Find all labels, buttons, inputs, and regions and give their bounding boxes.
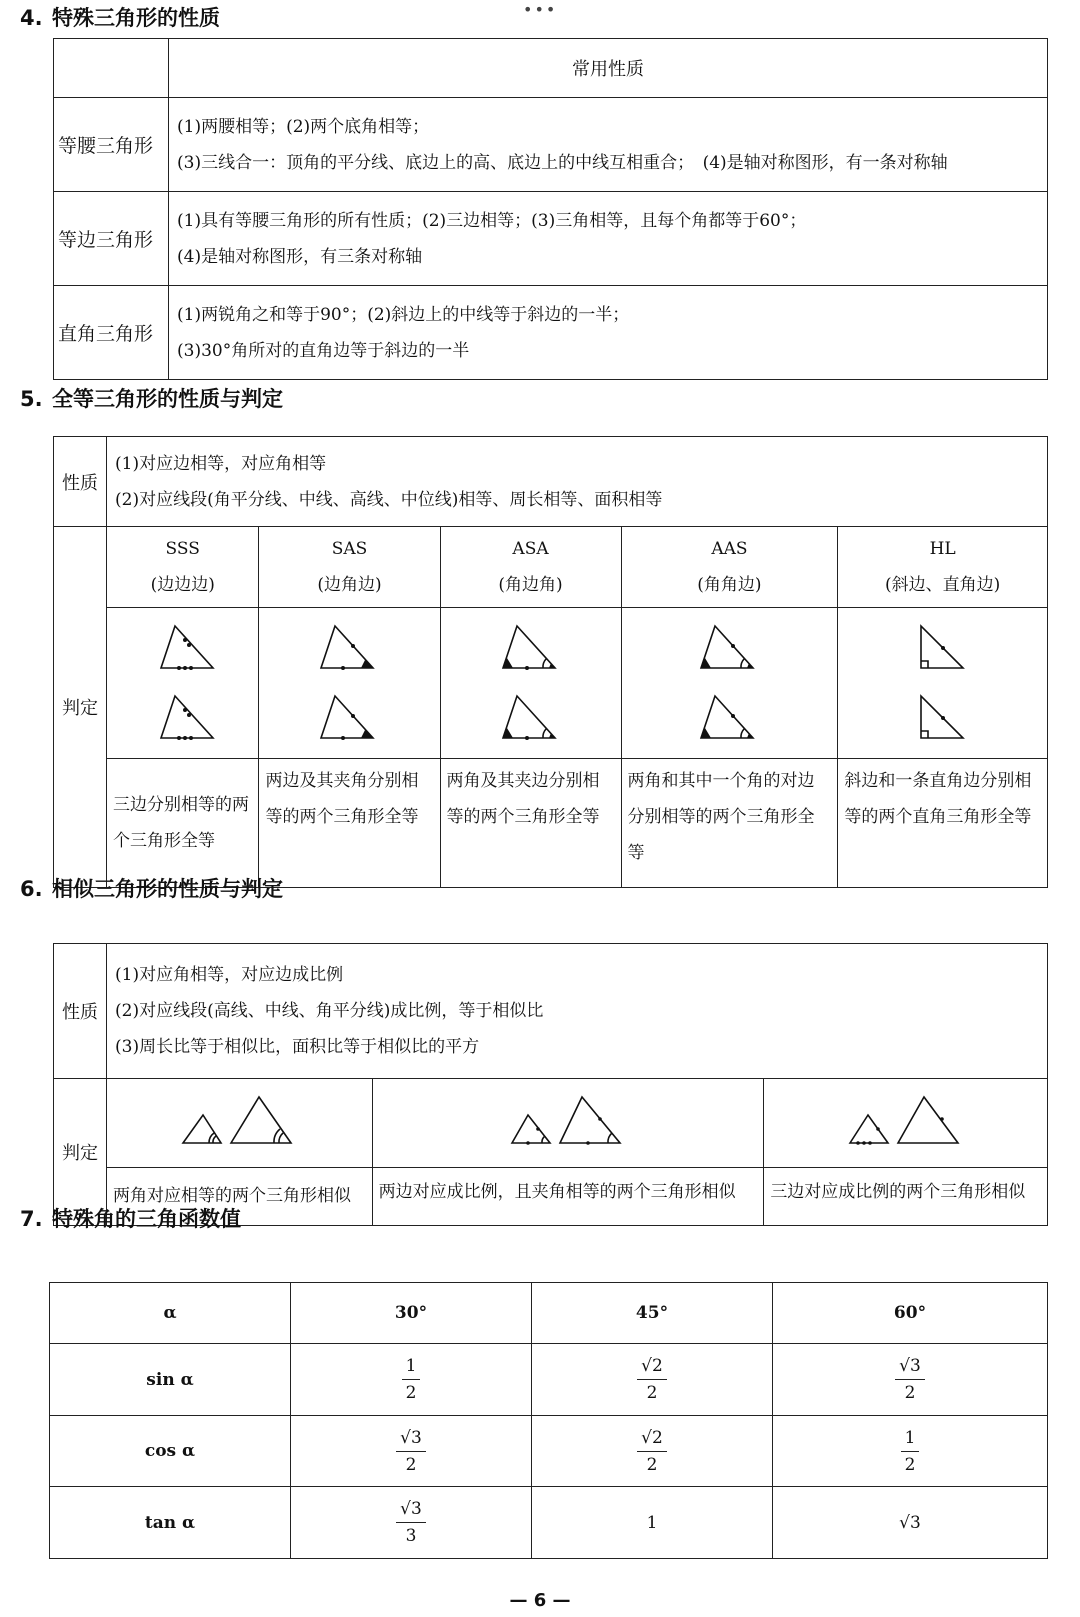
triangle-pair-icon xyxy=(143,616,223,746)
asa-figure xyxy=(440,608,621,759)
row-label: 直角三角形 xyxy=(54,286,169,380)
criterion-description: 三边对应成比例的两个三角形相似 xyxy=(764,1167,1048,1225)
header-alpha: α xyxy=(50,1283,291,1344)
criterion-description: 两边及其夹角分别相等的两个三角形全等 xyxy=(259,759,440,888)
row-label: 性质 xyxy=(54,437,107,527)
triangle-pair-icon xyxy=(309,616,389,746)
header-30: 30° xyxy=(291,1283,532,1344)
special-triangles-table xyxy=(53,38,1048,380)
similar-triangles-icon xyxy=(508,1091,628,1151)
section-5-title: 5. 全等三角形的性质与判定 xyxy=(20,387,283,411)
header-45: 45° xyxy=(532,1283,773,1344)
trig-values-table xyxy=(49,1282,1048,1559)
cos-label: cos α xyxy=(50,1415,291,1487)
row-label: 等腰三角形 xyxy=(54,98,169,192)
sin-label: sin α xyxy=(50,1344,291,1416)
congruent-triangles-table xyxy=(53,436,1048,888)
row-properties: (1)两腰相等；(2)两个底角相等； (3)三线合一：顶角的平分线、底边上的高、底边上的中线互相重合； (4)是轴对称图形，有一条对称轴 xyxy=(169,98,1048,192)
trig-value: $\frac{1}{2}$ xyxy=(291,1344,532,1416)
criterion-description: 两角及其夹边分别相等的两个三角形全等 xyxy=(440,759,621,888)
trig-value: $\frac{√2}{2}$ xyxy=(532,1415,773,1487)
corner-cell xyxy=(54,39,169,98)
trig-value: $\frac{√2}{2}$ xyxy=(532,1344,773,1416)
sss-figure xyxy=(107,608,259,759)
trig-value: √3 xyxy=(773,1487,1048,1559)
row-label: 性质 xyxy=(54,944,107,1079)
section-6-title: 6. 相似三角形的性质与判定 xyxy=(20,877,283,901)
row-label: 判定 xyxy=(54,527,107,888)
trig-value: $\frac{√3}{2}$ xyxy=(291,1415,532,1487)
criterion-description: 两角和其中一个角的对边分别相等的两个三角形全等 xyxy=(621,759,838,888)
trig-value: $\frac{√3}{3}$ xyxy=(291,1487,532,1559)
hl-figure xyxy=(838,608,1048,759)
row-properties: (1)两锐角之和等于90°；(2)斜边上的中线等于斜边的一半； (3)30°角所对的直角边等于斜边的一半 xyxy=(169,286,1048,380)
triangle-pair-icon xyxy=(689,616,769,746)
similar-triangles-icon xyxy=(846,1091,966,1151)
trig-value: $\frac{√3}{2}$ xyxy=(773,1344,1048,1416)
tan-label: tan α xyxy=(50,1487,291,1559)
right-triangle-pair-icon xyxy=(903,616,983,746)
criterion-header: AAS (角角边) xyxy=(621,527,838,608)
page-number: — 6 — xyxy=(509,1590,571,1611)
row-label: 判定 xyxy=(54,1078,107,1225)
criterion-description: 斜边和一条直角边分别相等的两个直角三角形全等 xyxy=(838,759,1048,888)
header-60: 60° xyxy=(773,1283,1048,1344)
criterion-description: 两角对应相等的两个三角形相似 xyxy=(107,1167,373,1225)
triangle-pair-icon xyxy=(491,616,571,746)
section-7-title: 7. 特殊角的三角函数值 xyxy=(20,1207,241,1231)
section-4-title: 4. 特殊三角形的性质 xyxy=(20,6,220,30)
row-properties: (1)对应角相等，对应边成比例 (2)对应线段(高线、中线、角平分线)成比例，等于相似比 (3)周长比等于相似比，面积比等于相似比的平方 xyxy=(107,944,1048,1079)
sss-similar-figure xyxy=(764,1078,1048,1167)
aas-figure xyxy=(621,608,838,759)
row-properties: (1)具有等腰三角形的所有性质；(2)三边相等；(3)三角相等，且每个角都等于60°； (4)是轴对称图形，有三条对称轴 xyxy=(169,192,1048,286)
criterion-description: 三边分别相等的两个三角形全等 xyxy=(107,759,259,888)
row-label: 等边三角形 xyxy=(54,192,169,286)
criterion-header: SAS (边角边) xyxy=(259,527,440,608)
sas-similar-figure xyxy=(372,1078,764,1167)
sas-figure xyxy=(259,608,440,759)
trig-value: 1 xyxy=(532,1487,773,1559)
aa-figure xyxy=(107,1078,373,1167)
similar-triangles-icon xyxy=(179,1091,299,1151)
criterion-header: SSS (边边边) xyxy=(107,527,259,608)
criterion-header: HL (斜边、直角边) xyxy=(838,527,1048,608)
table-header: 常用性质 xyxy=(169,39,1048,98)
similar-triangles-table xyxy=(53,943,1048,1226)
criterion-header: ASA (角边角) xyxy=(440,527,621,608)
row-properties: (1)对应边相等，对应角相等 (2)对应线段(角平分线、中线、高线、中位线)相等、周长相等、面积相等 xyxy=(107,437,1048,527)
trig-value: $\frac{1}{2}$ xyxy=(773,1415,1048,1487)
criterion-description: 两边对应成比例，且夹角相等的两个三角形相似 xyxy=(372,1167,764,1225)
more-dots-icon: ••• xyxy=(523,0,558,19)
